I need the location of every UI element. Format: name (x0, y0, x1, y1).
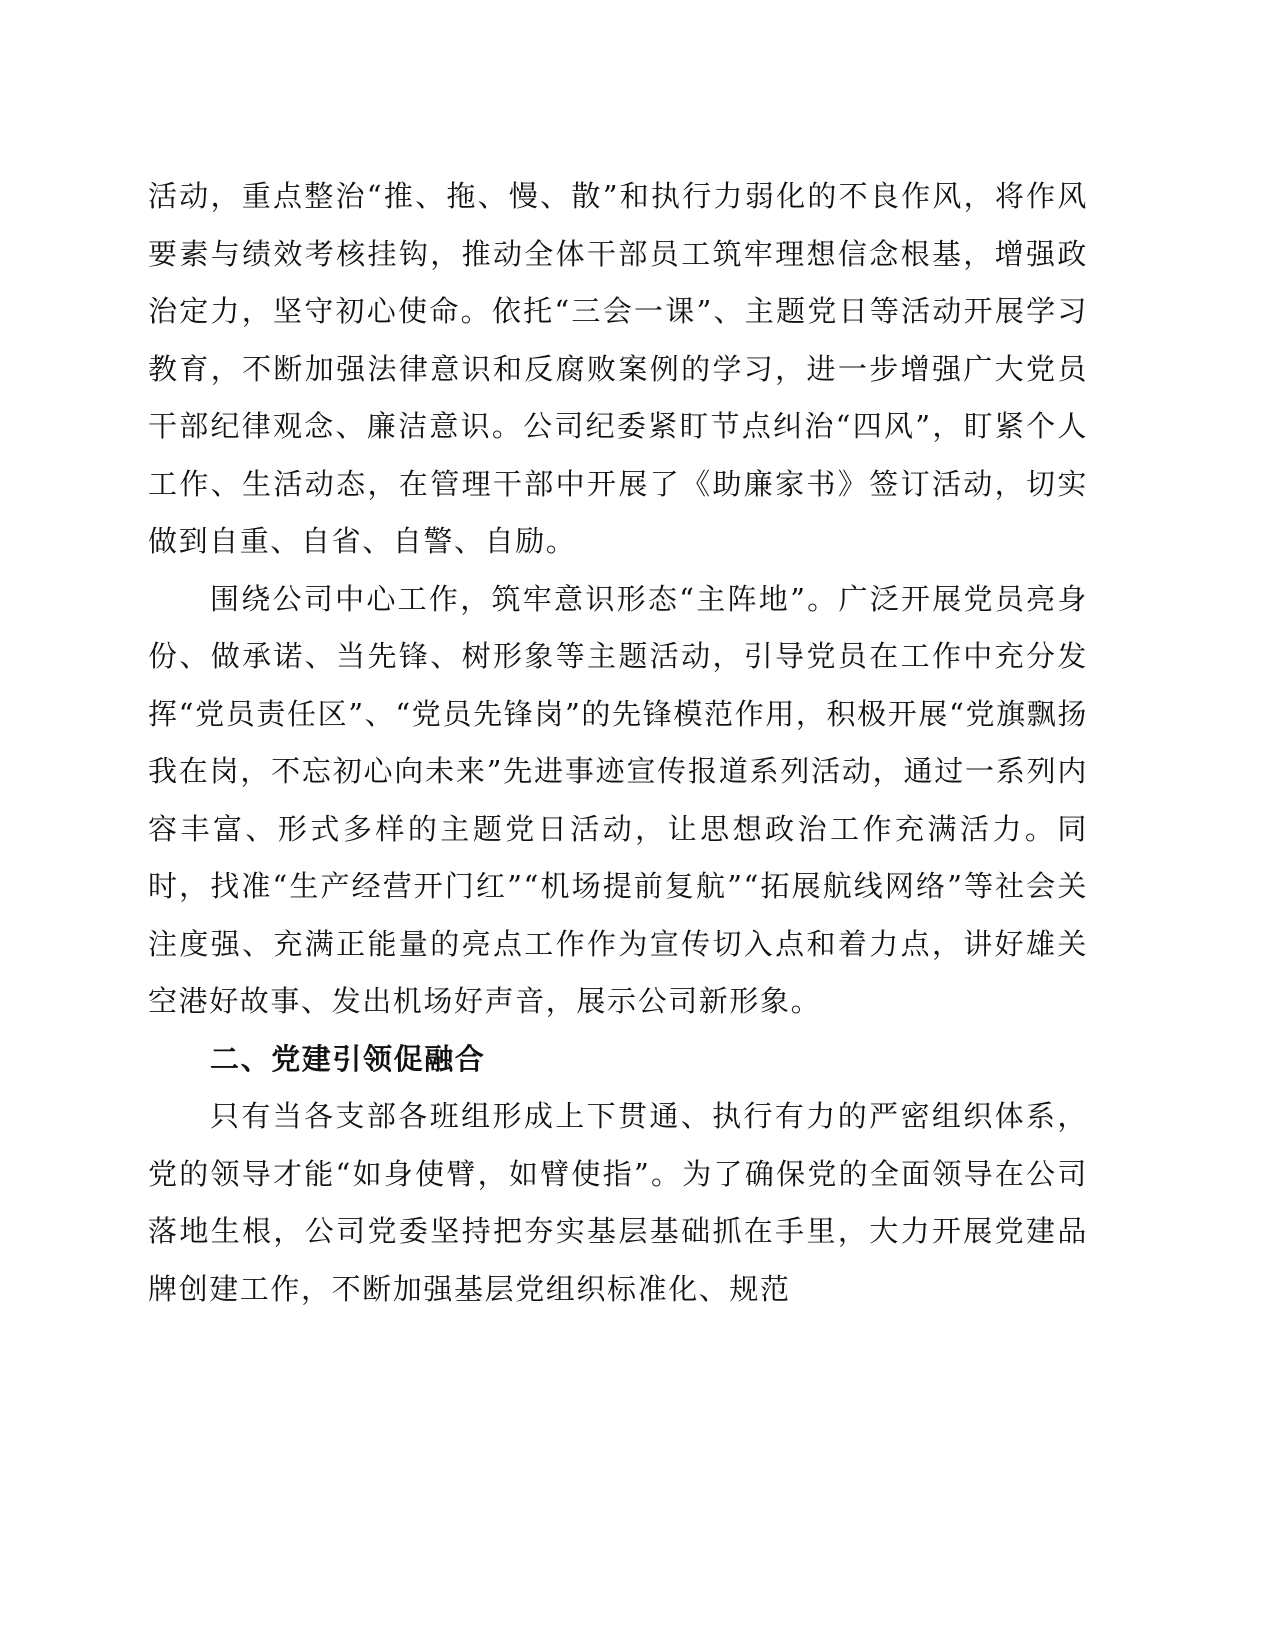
document-body (148, 168, 1088, 1318)
section-heading: 二、党建引领促融合 (210, 1041, 486, 1076)
paragraph-continuation: 活动，重点整治“推、拖、慢、散”和执行力弱化的不良作风，将作风要素与绩效考核挂钩，推动全体干部员工筑牢理想信念根基，增强政治定力，坚守初心使命。依托“三会一课”、主题党日等活动开展学习教育，不断加强法律意识和反腐败案例的学习，进一步增强广大党员干部纪律观念、廉洁意识。公司纪委紧盯节点纠治“四风”，盯紧个人工作、生活动态，在管理干部中开展了《助廉家书》签订活动，切实做到自重、自省、自警、自励。 (148, 179, 1088, 558)
paragraph-ideology: 围绕公司中心工作，筑牢意识形态“主阵地”。广泛开展党员亮身份、做承诺、当先锋、树形象等主题活动，引导党员在工作中充分发挥“党员责任区”、“党员先锋岗”的先锋模范作用，积极开展“党旗飘扬我在岗，不忘初心向未来”先进事迹宣传报道系列活动，通过一系列内容丰富、形式多样的主题党日活动，让思想政治工作充满活力。同时，找准“生产经营开门红”“机场提前复航”“拓展航线网络”等社会关注度强、充满正能量的亮点工作作为宣传切入点和着力点，讲好雄关空港好故事、发出机场好声音，展示公司新形象。 (148, 581, 1088, 1018)
paragraph-organization: 只有当各支部各班组形成上下贯通、执行有力的严密组织体系，党的领导才能“如身使臂，如臂使指”。为了确保党的全面领导在公司落地生根，公司党委坚持把夯实基层基础抓在手里，大力开展党建品牌创建工作，不断加强基层党组织标准化、规范 (148, 1099, 1088, 1306)
